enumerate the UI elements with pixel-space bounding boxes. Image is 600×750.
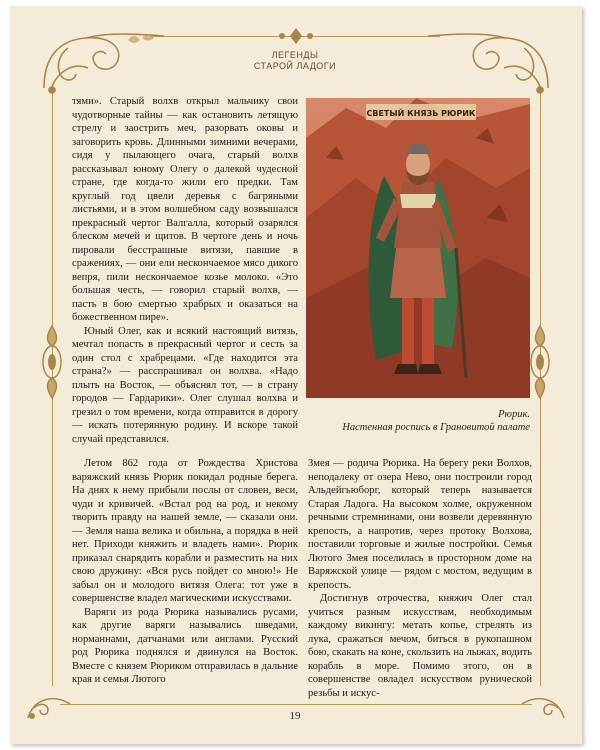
ornament-left-medallion-icon xyxy=(36,322,68,402)
paragraph: тями». Старый волхв открыл мальчику свои чудотворные тайны — как остановить летящую стрелу и заострить меч, разорвать оковы и заговорить кровь. Длинными зимними вечерами, сидя у пылающего очага, старый волхв рассказывал юному Олегу о далекой чудесной стране, где когда-то жили его предки. Там круглый год цвели деревья с багряными листьями, и в этом волшебном саду возвышался прекрасный чертог Валгалла, который озарялся блеском мечей и щитов. В чертоге день и ночь пировали бесстрашные витязи, павшие в сражениях, — они ели нескончаемое мясо дикого вепря, пили нескончаемое козье молоко. «Это большая честь, — говорил старый волхв, — пасть в бою смертью храбрых и оказаться на божественном пире». xyxy=(72,96,298,323)
ornament-top-right-icon xyxy=(424,28,554,98)
ornament-top-center-icon xyxy=(276,26,316,46)
right-column xyxy=(308,457,532,700)
running-header xyxy=(220,50,370,72)
illustration-caption xyxy=(308,408,530,434)
paragraph: Змея — родича Рюрика. На берегу реки Волхов, неподалеку от озера Нево, они построили город Альдейгьюборг, который теперь называется Старая Ладога. На высоком холме, окруженном речными стремнинами, они возвели деревянную крепость, а напротив, через протоку Волхова, поставили торговые и жилые постройки. Семья Лютого Змея поселилась в просторном доме на Варяжской улице — рядом с мостом, ведущим в крепость. xyxy=(308,458,532,591)
caption-line2: Настенная роспись в Грановитой палате xyxy=(342,422,530,433)
rurik-fresco-illustration xyxy=(306,98,530,398)
paragraph: Достигнув отрочества, княжич Олег стал учиться разным искусствам, необходимым каждому викингу: метать копье, стрелять из лука, сражаться мечом, биться в рукопашном бою, скакать на коне, скользить на лыжах, водить корабль в море. Помимо этого, он в совершенстве овладел искусством рунической резьбы и искус- xyxy=(308,593,532,699)
header-title-line1: ЛЕГЕНДЫ xyxy=(271,50,319,60)
paragraph: Летом 862 года от Рождества Христова варяжский князь Рюрик покидал родные берега. На днях к нему прибыли послы от словен, веси, чуди и кривичей. «Встал род на род, и некому творить правду на нашей земле, — сказали они. — Земля наша велика и обильна, а порядка в ней нет. Приходи княжить и владеть нами». Рюрик приказал снарядить корабли и разместить на них свою дружину: «Вся русь пойдет со мною!» Не забыл он и молодого витязя Олега: тот уже в совершенстве владел магическими искусствами. xyxy=(72,458,298,604)
header-title-line2: СТАРОЙ ЛАДОГИ xyxy=(253,61,337,71)
ornament-bottom-left-icon xyxy=(24,688,74,724)
paragraph: Юный Олег, как и всякий настоящий витязь, мечтал попасть в прекрасный чертог и сесть за один стол с храбрецами. «Где находится эта страна?» — расспрашивал он волхва. «Надо плыть на Восток, — объяснял тот, — в страну городов — Гардарики». Олег слушал волхва и грезил о том времени, когда отправится в дорогу — искать потерянную родину. И вскоре такой случай представился. xyxy=(72,325,298,445)
left-column-top xyxy=(72,95,298,446)
page-number: 19 xyxy=(289,710,301,722)
left-column-bottom xyxy=(72,457,298,687)
ornament-top-left-icon xyxy=(38,28,168,98)
portrait-of-rurik-icon xyxy=(306,98,530,398)
frame-bottom-line xyxy=(60,704,532,705)
caption-line1: Рюрик. xyxy=(498,409,530,420)
fresco-inscription: СВЕТЫЙ КНЯЗЬ РЮРИК xyxy=(366,109,476,118)
paragraph: Варяги из рода Рюрика назывались русами, как другие варяги назывались шведами, норманнами, датчанами или англами. Русский род Рюрика поднялся и двинулся на Восток. Вместе с князем Рюриком отправилась в дальние края и семья Лютого xyxy=(72,606,298,685)
